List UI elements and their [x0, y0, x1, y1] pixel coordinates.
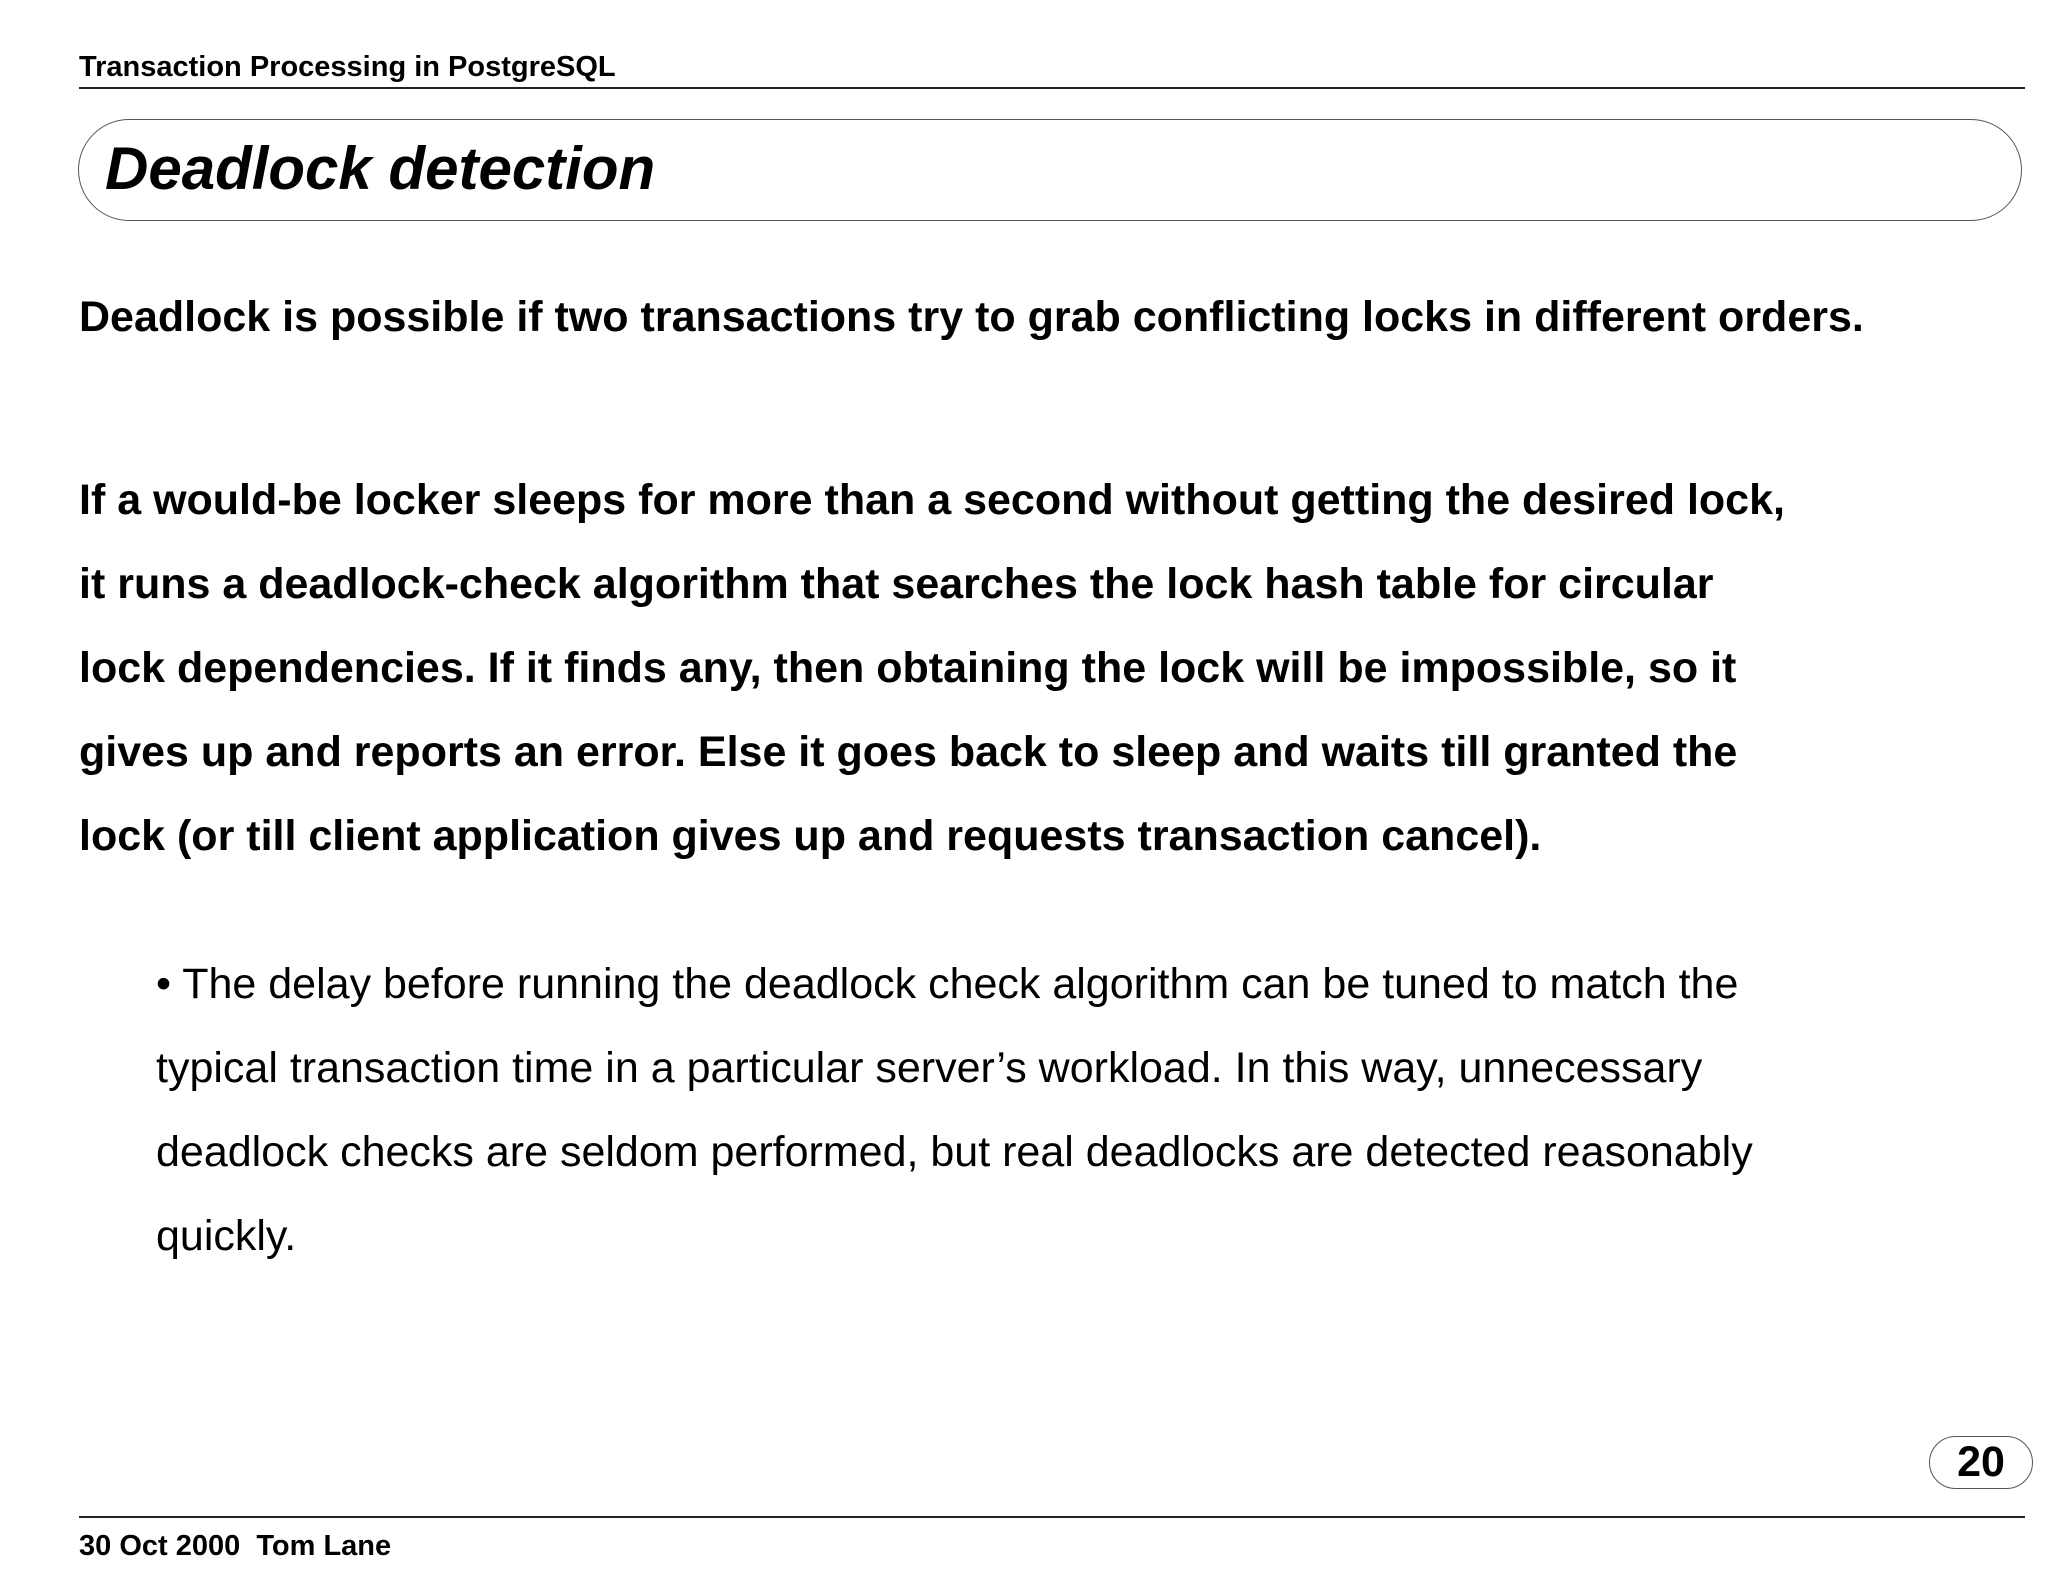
- paragraph-line: gives up and reports an error. Else it goes back to sleep and waits till granted the: [79, 728, 1738, 776]
- paragraph-line: lock dependencies. If it finds any, then obtaining the lock will be impossible, so it: [79, 644, 1737, 692]
- bullet-point: [156, 942, 2006, 1278]
- page-number: 20: [1957, 1438, 2005, 1486]
- paragraph-line: it runs a deadlock-check algorithm that searches the lock hash table for circular: [79, 560, 1714, 608]
- header-title: Transaction Processing in PostgreSQL: [79, 51, 616, 83]
- bullet-line: • The delay before running the deadlock check algorithm can be tuned to match the: [156, 960, 1739, 1008]
- intro-statement: Deadlock is possible if two transactions try to grab conflicting locks in different orders.: [79, 293, 1864, 341]
- footer-divider: [79, 1516, 2025, 1518]
- footer-text: 30 Oct 2000 Tom Lane: [79, 1530, 392, 1562]
- explanation-paragraph: [79, 458, 2029, 878]
- bullet-line: quickly.: [156, 1212, 297, 1260]
- paragraph-line: lock (or till client application gives up and requests transaction cancel).: [79, 812, 1542, 860]
- header-divider: [79, 87, 2025, 89]
- bullet-line: deadlock checks are seldom performed, but real deadlocks are detected reasonably: [156, 1128, 1753, 1176]
- bullet-line: typical transaction time in a particular server’s workload. In this way, unnecessary: [156, 1044, 1703, 1092]
- paragraph-line: If a would-be locker sleeps for more than a second without getting the desired lock,: [79, 476, 1785, 524]
- slide-title: Deadlock detection: [105, 135, 656, 202]
